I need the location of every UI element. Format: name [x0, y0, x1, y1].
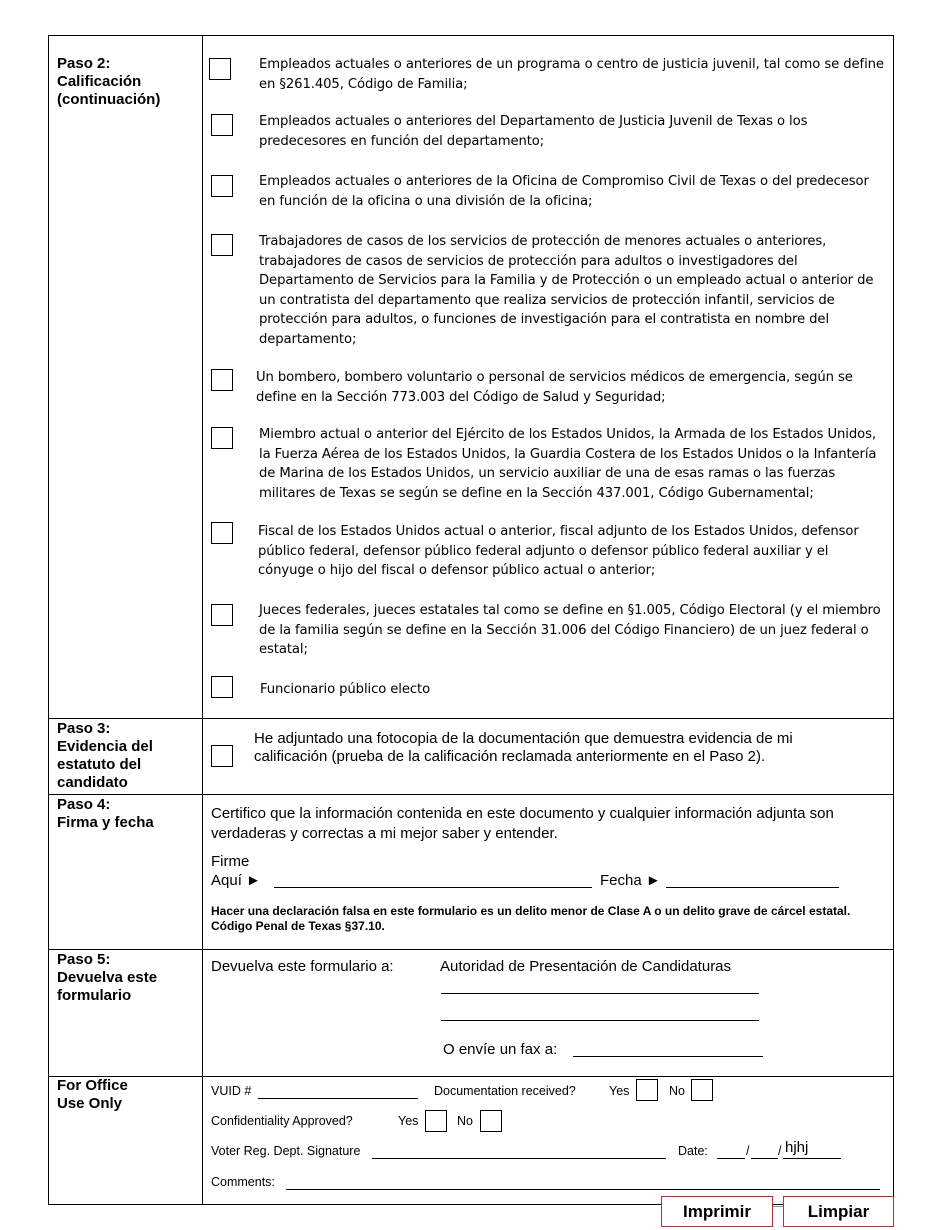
evidence-text: He adjuntado una fotocopia de la documentación que demuestra evidencia de mi calificación (prueba de la calificación reclamada anteriormente en el Paso 2).: [254, 730, 793, 765]
fax-label: O envíe un fax a:: [443, 1041, 558, 1058]
comments-label: Comments:: [211, 1175, 275, 1189]
office-date-label: Date:: [678, 1144, 708, 1158]
item-juvenile-justice-program: Empleados actuales o anteriores de un programa o centro de justicia juvenil, tal como se define en §261.405, Código de Familia;: [259, 57, 884, 92]
certification-text: Certifico que la información contenida en este documento y cualquier información adjunta son verdaderas y correctas a mi mejor saber y entender.: [211, 805, 834, 842]
conf-no-checkbox[interactable]: [480, 1110, 502, 1132]
checkbox-protective-services[interactable]: [211, 234, 233, 256]
checkbox-firefighter[interactable]: [211, 369, 233, 391]
date-sep-1: /: [746, 1144, 750, 1158]
conf-yes-label: Yes: [398, 1114, 419, 1128]
divider-step4: [48, 794, 894, 795]
date-sep-2: /: [778, 1144, 782, 1158]
office-label: For Office Use Only: [57, 1077, 128, 1112]
clear-button[interactable]: Limpiar: [783, 1196, 894, 1227]
item-protective-services: Trabajadores de casos de los servicios de protección de menores actuales o anteriores, trabajadores de casos de servicios de protección para adultos o investigadores del Departamento de Servicios para la Familia y de Protección o un empleado actual o anterior de un contratista del departamento que realiza servicios de protección infantil, servicios de protección para adultos, o funciones de investigación para el contratista en nombre del departamento;: [259, 234, 874, 347]
step5-label: Paso 5: Devuelva este formulario: [57, 951, 158, 1004]
sign-label-firme: Firme: [211, 853, 250, 870]
step4-label: Paso 4: Firma y fecha: [57, 796, 154, 831]
checkbox-federal-prosecutor[interactable]: [211, 522, 233, 544]
date-year-line[interactable]: [783, 1158, 841, 1159]
item-federal-prosecutor: Fiscal de los Estados Unidos actual o anterior, fiscal adjunto de los Estados Unidos, defensor público federal, defensor público federal adjunto o defensor público federal auxiliar y el cónyuge o hijo del fiscal o defensor público actual o anterior;: [258, 524, 859, 579]
doc-received-label: Documentation received?: [434, 1084, 576, 1098]
sign-label-aqui: Aquí ►: [211, 872, 261, 889]
date-label-fecha: Fecha ►: [600, 872, 661, 889]
item-military: Miembro actual o anterior del Ejército de los Estados Unidos, la Armada de los Estados Unidos, la Fuerza Aérea de los Estados Unidos, la Guardia Costera de los Estados Unidos o la Infantería de Marina de los Estados Unidos, un servicio auxiliar de una de esas ramas o las fuerzas militares de Texas se según se define en la Sección 437.001, Código Gubernamental;: [259, 427, 877, 501]
date-month-line[interactable]: [717, 1158, 745, 1159]
doc-no-label: No: [669, 1084, 685, 1098]
date-line[interactable]: [666, 887, 839, 888]
item-civil-commitment-office: Empleados actuales o anteriores de la Oficina de Compromiso Civil de Texas o del predecesor en función de la oficina o una división de la oficina;: [259, 174, 869, 209]
signature-line[interactable]: [274, 887, 592, 888]
step2-label: Paso 2: Calificación (continuación): [57, 55, 161, 108]
divider-step5: [48, 949, 894, 950]
date-year-value[interactable]: hjhj: [785, 1139, 809, 1156]
item-firefighter: Un bombero, bombero voluntario o personal de servicios médicos de emergencia, según se define en la Sección 773.003 del Código de Salud y Seguridad;: [256, 370, 853, 405]
vuid-label: VUID #: [211, 1084, 252, 1098]
checkbox-elected-official[interactable]: [211, 676, 233, 698]
filing-authority: Autoridad de Presentación de Candidaturas: [440, 958, 732, 975]
item-elected-official: Funcionario público electo: [260, 682, 431, 697]
return-to-label: Devuelva este formulario a:: [211, 958, 394, 975]
divider-office: [48, 1076, 894, 1077]
checkbox-juvenile-justice-program[interactable]: [209, 58, 231, 80]
step3-label: Paso 3: Evidencia del estatuto del candidato: [57, 720, 153, 791]
item-judges: Jueces federales, jueces estatales tal como se define en §1.005, Código Electoral (y el miembro de la familia según se define en la Sección 31.006 del Código Financiero) de un juez federal o estatal;: [259, 603, 881, 658]
vuid-line[interactable]: [258, 1098, 418, 1099]
false-statement-warning: Hacer una declaración falsa en este formulario es un delito menor de Clase A o un delito grave de cárcel estatal. Código Penal de Texas §37.10.: [211, 904, 851, 933]
button-connector: [773, 1206, 783, 1207]
dept-signature-line[interactable]: [372, 1158, 666, 1159]
fax-line[interactable]: [573, 1056, 763, 1057]
doc-yes-checkbox[interactable]: [636, 1079, 658, 1101]
checkbox-juvenile-justice-department[interactable]: [211, 114, 233, 136]
item-juvenile-justice-department: Empleados actuales o anteriores del Departamento de Justicia Juvenil de Texas o los predecesores en función del departamento;: [259, 114, 808, 149]
conf-no-label: No: [457, 1114, 473, 1128]
date-day-line[interactable]: [751, 1158, 778, 1159]
confidentiality-label: Confidentiality Approved?: [211, 1114, 353, 1128]
checkbox-military[interactable]: [211, 427, 233, 449]
doc-no-checkbox[interactable]: [691, 1079, 713, 1101]
doc-yes-label: Yes: [609, 1084, 630, 1098]
checkbox-civil-commitment-office[interactable]: [211, 175, 233, 197]
column-divider: [202, 35, 203, 1205]
checkbox-judges[interactable]: [211, 604, 233, 626]
comments-line[interactable]: [286, 1189, 880, 1190]
print-button[interactable]: Imprimir: [661, 1196, 773, 1227]
signature-label: Voter Reg. Dept. Signature: [211, 1144, 361, 1158]
address-line-1[interactable]: [441, 993, 759, 994]
divider-step3: [48, 718, 894, 719]
address-line-2[interactable]: [441, 1020, 759, 1021]
checkbox-evidence-attached[interactable]: [211, 745, 233, 767]
conf-yes-checkbox[interactable]: [425, 1110, 447, 1132]
